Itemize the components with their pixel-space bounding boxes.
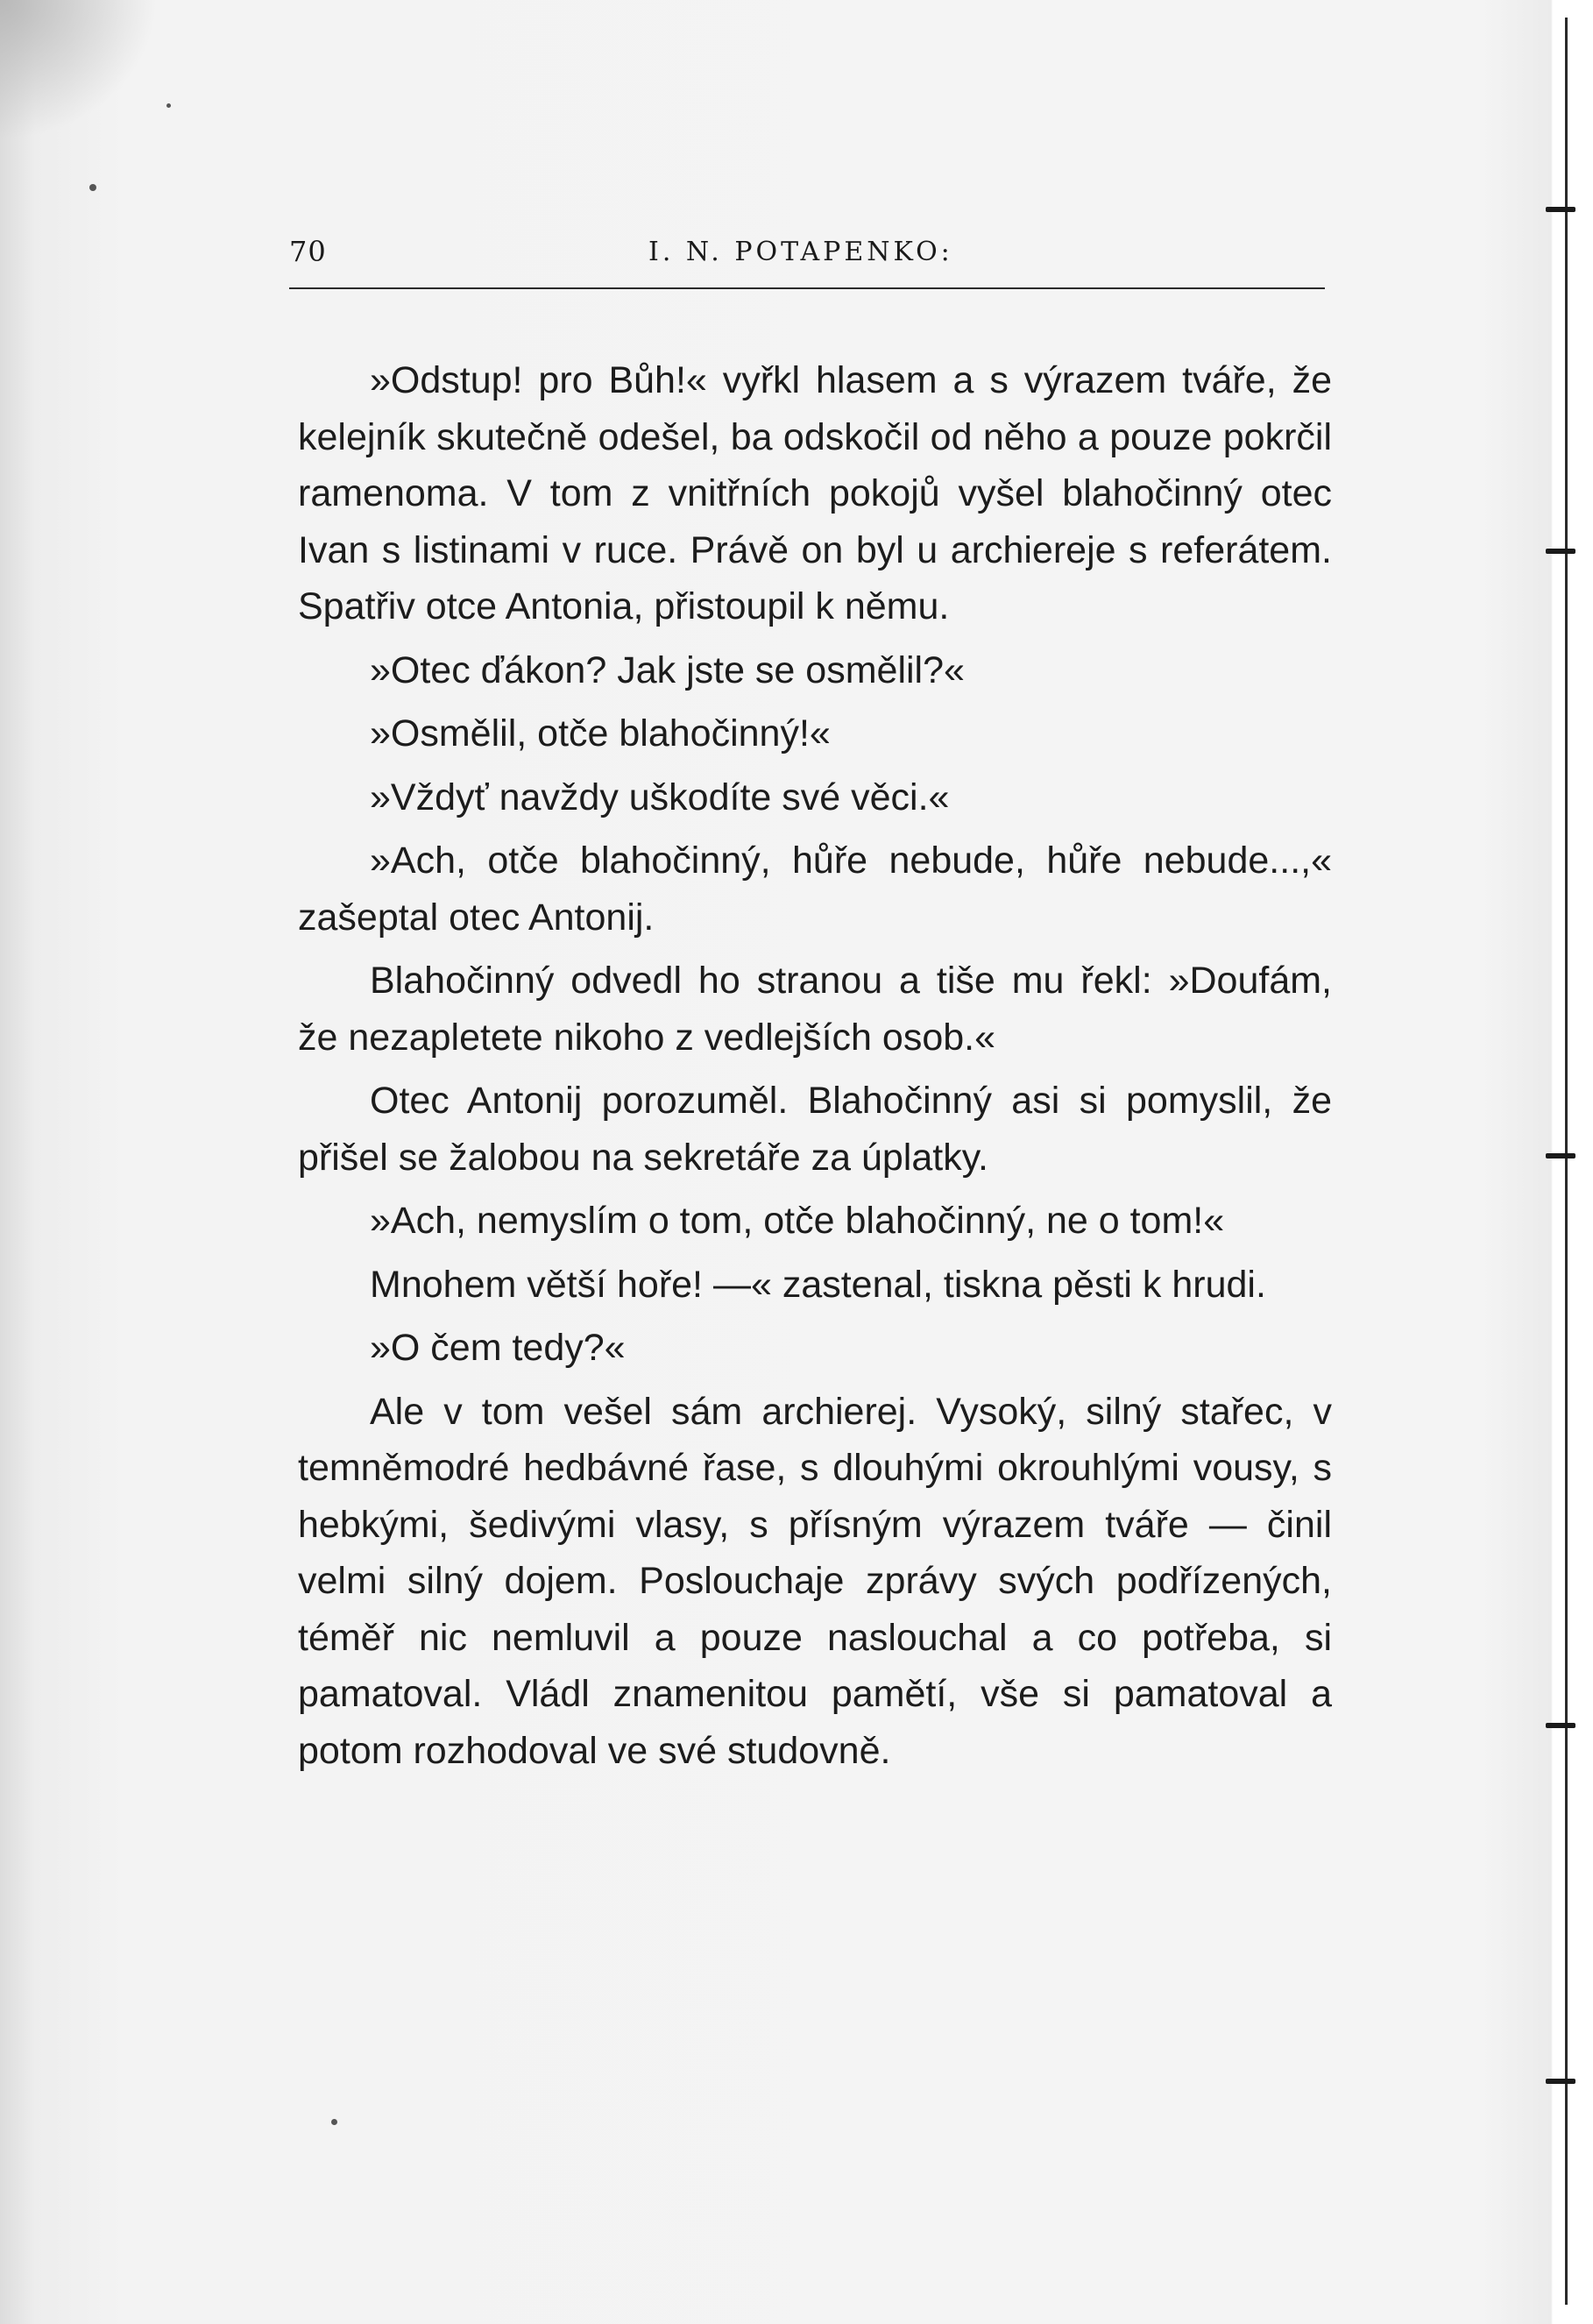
paragraph: Ale v tom vešel sám archierej. Vysoký, silný stařec, v temněmodré hedbávné řase, s dlouhými okrouhlými vousy, s hebkými, šedivými vlasy, s přísným výrazem tváře — činil velmi silný dojem. Poslouchaje zprávy svých podřízených, téměř nic nemluvil a pouze naslouchal a co potřeba, si pamatoval. Vládl znamenitou pamětí, vše si pamatoval a potom rozhodoval ve své studovně.: [298, 1390, 1332, 1772]
paragraph: »Odstup! pro Bůh!« vyřkl hlasem a s výrazem tváře, že kelejník skutečně odešel, ba odskočil od něho a pouze pokrčil ramenoma. V tom z vnitřních pokojů vyšel blahočinný otec Ivan s listinami v ruce. Právě on byl u archiereje s referátem. Spatřiv otce Antonia, přistoupil k němu.: [298, 359, 1332, 627]
edge-mark: [1546, 207, 1575, 212]
paragraph: »O čem tedy?«: [370, 1327, 626, 1369]
paragraph: »Otec ďákon? Jak jste se osmělil?«: [370, 648, 965, 691]
paragraph: »Ach, nemyslím o tom, otče blahočinný, ne o tom!«: [370, 1200, 1225, 1242]
speck: [166, 103, 171, 108]
paragraph: »Ach, otče blahočinný, hůře nebude, hůře nebude...,« zašeptal otec Antonij.: [298, 840, 1332, 939]
speck: [89, 184, 96, 191]
page-header: [289, 235, 1325, 279]
paragraph: Mnohem větší hoře! —« zastenal, tiskna pěsti k hrudi.: [370, 1263, 1266, 1306]
paragraph: Otec Antonij porozuměl. Blahočinný asi si pomyslil, že přišel se žalobou na sekretáře za úplatky.: [298, 1080, 1332, 1179]
edge-mark: [1546, 1153, 1575, 1158]
paragraph: »Vždyť navždy uškodíte své věci.«: [370, 776, 950, 818]
page-number: 70: [289, 235, 327, 268]
page-corner-shadow: [0, 0, 158, 140]
body-text: [298, 352, 1332, 1786]
speck: [331, 2119, 337, 2125]
edge-mark: [1546, 1723, 1575, 1728]
paragraph: »Osmělil, otče blahočinný!«: [370, 712, 831, 755]
binding-edge-line: [1565, 18, 1568, 2305]
header-rule: [289, 287, 1325, 289]
edge-mark: [1546, 2079, 1575, 2084]
edge-mark: [1546, 549, 1575, 554]
paragraph: Blahočinný odvedl ho stranou a tiše mu řekl: »Doufám, že nezapletete nikoho z vedlejších osob.«: [298, 960, 1332, 1059]
running-head: I. N. POTAPENKO:: [648, 237, 953, 267]
